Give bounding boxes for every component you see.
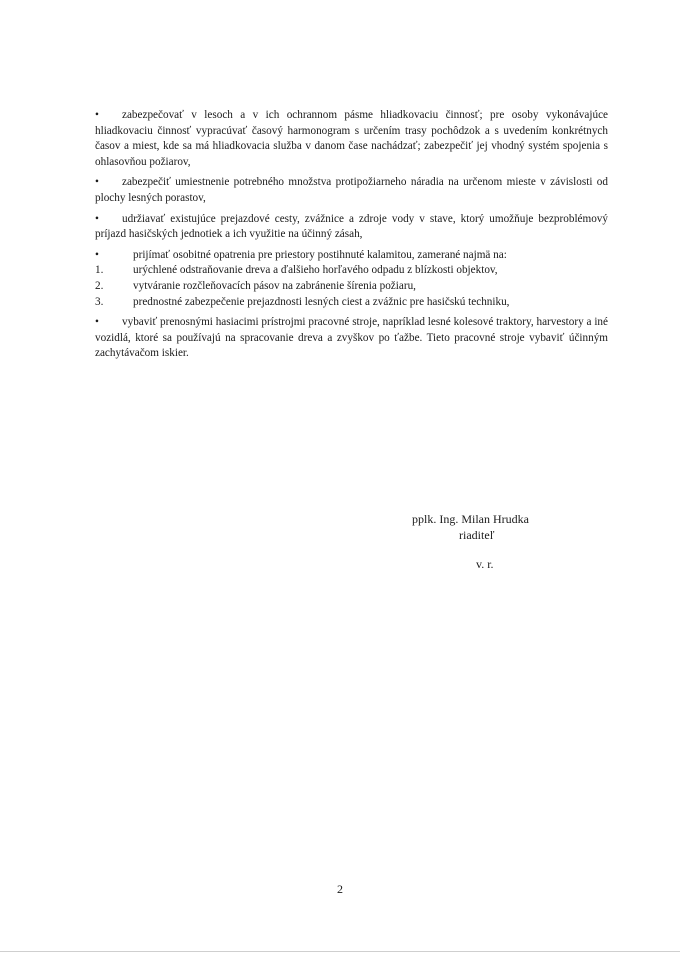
list-item	[95, 212, 608, 243]
bullet-icon: •	[95, 248, 99, 261]
bullet-icon: •	[95, 212, 99, 225]
subitem-text: prednostné zabezpečenie prejazdnosti lesných ciest a zvážnic pre hasičskú techniku,	[133, 295, 510, 308]
signatory-role: riaditeľ	[459, 528, 495, 542]
bullet-icon: •	[95, 176, 99, 189]
bullet-icon: •	[95, 109, 99, 121]
numbered-subitem	[95, 263, 608, 279]
numbered-subitem	[95, 279, 608, 295]
scan-edge-divider	[0, 951, 680, 952]
list-item-text: vybaviť prenosnými hasiacimi prístrojmi pracovné stroje, napríklad lesné kolesové traktory, harvestory a iné vozidlá, ktoré sa používajú na spracovanie dreva a zvyškov po ťažbe. Tieto pracovné stroje vybaviť účinným zachytávačom iskier.	[95, 316, 608, 360]
numbered-subitem	[95, 295, 608, 311]
list-item-text: zabezpečiť umiestnenie potrebného množstva protipožiarneho náradia na určenom mieste v závislosti od plochy lesných porastov,	[95, 176, 608, 204]
list-item-text: udržiavať existujúce prejazdové cesty, zvážnice a zdroje vody v stave, ktorý umožňuje bezproblémový príjazd hasičských jednotiek a ich využitie na účinný zásah,	[95, 212, 608, 241]
bullet-icon: •	[95, 316, 99, 329]
list-item	[95, 108, 608, 170]
subitem-number: 2.	[95, 279, 104, 292]
signature-note: v. r.	[476, 557, 494, 571]
list-item	[95, 315, 608, 362]
signatory-name: pplk. Ing. Milan Hrudka	[412, 512, 529, 526]
subitem-text: urýchlené odstraňovanie dreva a ďalšieho horľavého odpadu z blízkosti objektov,	[133, 264, 498, 277]
subitem-number: 1.	[95, 264, 104, 277]
list-item	[95, 175, 608, 206]
list-item-text: zabezpečovať v lesoch a v ich ochrannom pásme hliadkovaciu činnosť; pre osoby vykonávajúce hliadkovaciu činnosť vypracúvať časový harmonogram s určením trasy pochôdzok a s uvedením konkrétnych časov a miest, kde sa má hliadkovacia služba v danom čase nachádzať; zabezpečiť jej vhodný systém spojenia s ohlasovňou požiarov,	[95, 109, 608, 168]
page-number: 2	[337, 882, 343, 896]
list-item	[95, 248, 608, 310]
subitem-number: 3.	[95, 295, 104, 308]
list-item-text: prijímať osobitné opatrenia pre priestory postihnuté kalamitou, zamerané najmä na:	[133, 248, 507, 261]
subitem-text: vytváranie rozčleňovacích pásov na zabránenie šírenia požiaru,	[133, 279, 416, 292]
signature-block	[412, 511, 572, 572]
document-body	[95, 108, 608, 367]
